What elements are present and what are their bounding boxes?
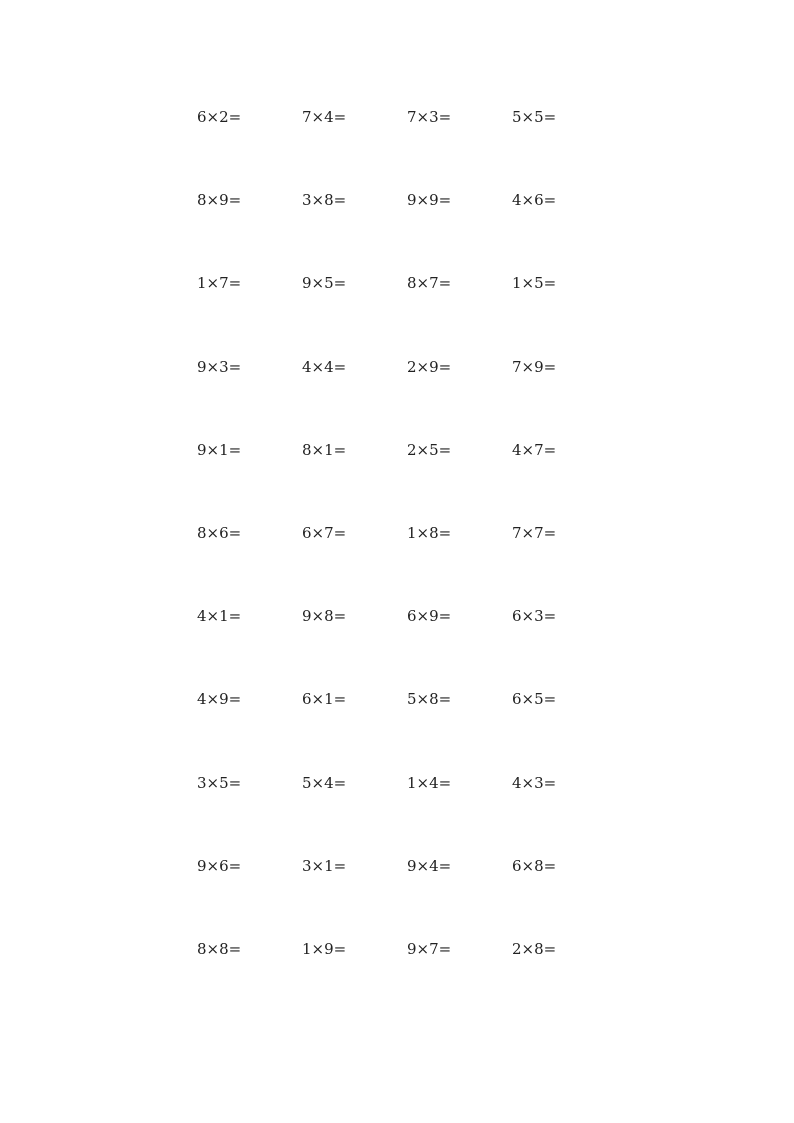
problem: 8×1=: [302, 440, 347, 459]
problem: 4×7=: [512, 440, 557, 459]
problem: 4×6=: [512, 191, 557, 210]
problem: 9×1=: [197, 440, 242, 459]
problem: 2×9=: [407, 357, 452, 376]
problem-row: [197, 356, 617, 439]
problem: 4×4=: [302, 357, 347, 376]
multiplication-grid: [197, 106, 617, 1021]
problem-row: [197, 106, 617, 189]
problem-row: [197, 605, 617, 688]
problem: 3×8=: [302, 191, 347, 210]
problem: 5×4=: [302, 773, 347, 792]
problem: 8×8=: [197, 939, 242, 958]
problem: 2×8=: [512, 939, 557, 958]
problem-row: [197, 772, 617, 855]
problem: 9×7=: [407, 939, 452, 958]
problem-row: [197, 439, 617, 522]
problem: 8×9=: [197, 191, 242, 210]
problem-row: [197, 522, 617, 605]
problem: 6×9=: [407, 607, 452, 626]
problem: 9×8=: [302, 607, 347, 626]
problem: 1×5=: [512, 274, 557, 293]
problem: 2×5=: [407, 440, 452, 459]
problem: 7×7=: [512, 523, 557, 542]
problem: 1×4=: [407, 773, 452, 792]
problem: 6×2=: [197, 108, 242, 126]
problem: 3×1=: [302, 856, 347, 875]
problem: 6×5=: [512, 690, 557, 709]
problem: 9×5=: [302, 274, 347, 293]
problem: 9×9=: [407, 191, 452, 210]
problem: 1×8=: [407, 523, 452, 542]
problem: 8×6=: [197, 523, 242, 542]
problem: 4×1=: [197, 607, 242, 626]
problem: 7×4=: [302, 108, 347, 126]
problem: 6×8=: [512, 856, 557, 875]
problem: 7×3=: [407, 108, 452, 126]
problem: 8×7=: [407, 274, 452, 293]
problem-row: [197, 688, 617, 771]
problem: 4×9=: [197, 690, 242, 709]
problem: 5×5=: [512, 108, 557, 126]
problem: 1×7=: [197, 274, 242, 293]
problem: 4×3=: [512, 773, 557, 792]
problem-row: [197, 938, 617, 1021]
problem: 7×9=: [512, 357, 557, 376]
problem: 9×4=: [407, 856, 452, 875]
problem: 9×6=: [197, 856, 242, 875]
problem: 3×5=: [197, 773, 242, 792]
problem: 1×9=: [302, 939, 347, 958]
problem-row: [197, 189, 617, 272]
problem: 9×3=: [197, 357, 242, 376]
problem-row: [197, 855, 617, 938]
problem: 6×1=: [302, 690, 347, 709]
problem: 6×7=: [302, 523, 347, 542]
problem: 5×8=: [407, 690, 452, 709]
problem: 6×3=: [512, 607, 557, 626]
problem-row: [197, 272, 617, 355]
